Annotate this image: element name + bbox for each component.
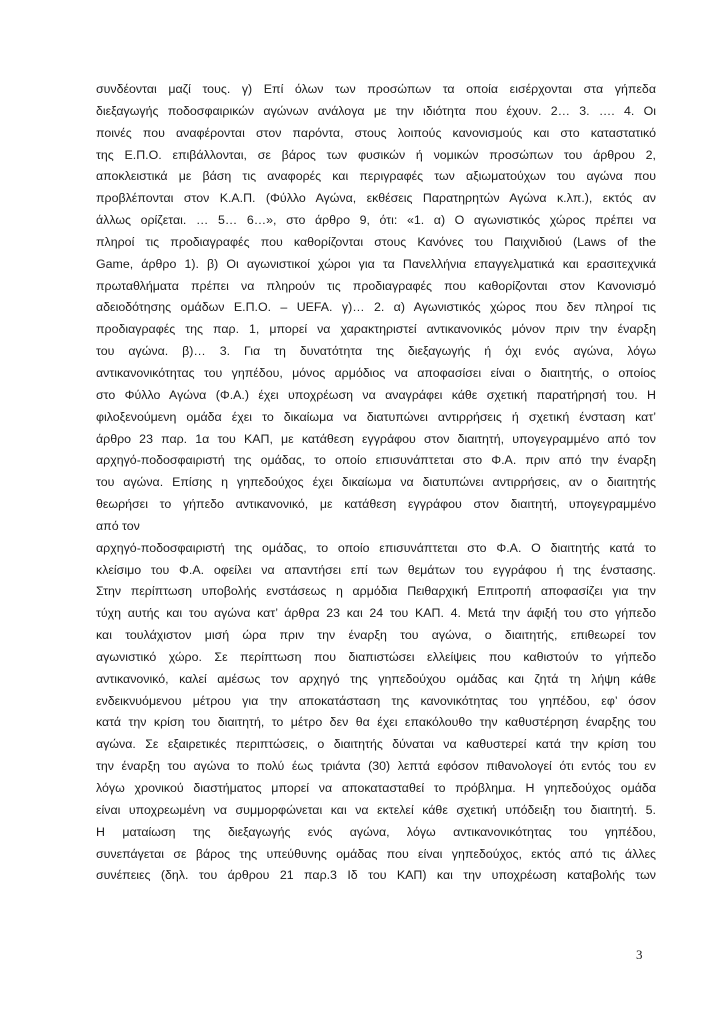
text-line: αντικανονικό, καλεί αμέσως τον αρχηγό της γηπεδούχου ομάδας και ζητά τη λήψη κάθε — [96, 671, 656, 686]
text-line: αδειοδότησης ομάδων Ε.Π.Ο. – UEFA. γ)… 2. α) Αγωνιστικός χώρος που δεν πληροί τις — [96, 300, 656, 315]
text-line: συνέπειες (δηλ. του άρθρου 21 παρ.3 Ιδ του ΚΑΠ) και την υποχρέωση καταβολής των — [96, 868, 656, 883]
text-line: ποινές που αναφέρονται στον παρόντα, στους λοιπούς κανονισμούς και στο καταστατικό — [96, 125, 656, 140]
text-line: της Ε.Π.Ο. επιβάλλονται, σε βάρος των φυσικών ή νομικών προσώπων του άρθρου 2, — [96, 147, 656, 162]
text-line: λόγω χρονικού διαστήματος μπορεί να αποκατασταθεί το πρόβλημα. Η γηπεδούχος ομάδα — [96, 781, 656, 795]
text-line: πρωταθλήματα πρέπει να πληρούν τις προδιαγραφές που καθορίζονται στον Κανονισμό — [96, 278, 656, 293]
text-line: θεωρήσει το γήπεδο αντικανονικό, με κατάθεση εγγράφου στον διαιτητή, υπογεγραμμένο — [96, 497, 656, 512]
text-line: προδιαγραφές της παρ. 1, μπορεί να χαρακτηριστεί αντικανονικός μόνον πριν την έναρξη — [96, 322, 656, 337]
text-line: και τουλάχιστον μισή ώρα πριν την έναρξη του αγώνα, ο διαιτητής, επιθεωρεί τον — [96, 628, 656, 643]
body-text — [96, 79, 656, 887]
text-line: αρχηγό-ποδοσφαιριστή της ομάδας, το οποίο επισυνάπτεται στο Φ.Α. Ο διαιτητής κατά το — [96, 540, 656, 555]
text-line: ενδεικνυόμενου μέτρου για την αποκατάσταση της κανονικότητας του γηπέδου, εφ’ όσον — [96, 693, 656, 708]
text-line: άλλως ορίζεται. … 5… 6…», στο άρθρο 9, ότι: «1. α) Ο αγωνιστικός χώρος πρέπει να — [96, 213, 656, 228]
text-line: κλείσιμο του Φ.Α. οφείλει να απαντήσει επί των θεμάτων του εγγράφου ή της ένστασης. — [96, 562, 656, 577]
text-line: αντικανονικότητας του γηπέδου, μόνος αρμόδιος να αποφασίσει είναι ο διαιτητής, ο οποίος — [96, 365, 656, 380]
text-line: συνδέονται μαζί τους. γ) Επί όλων των προσώπων τα οποία εισέρχονται στα γήπεδα — [96, 82, 656, 96]
text-line: την έναρξη του αγώνα το πολύ έως τριάντα (30) λεπτά εφόσον πιθανολογεί ότι εντός του εν — [96, 759, 656, 774]
text-line: είναι υποχρεωμένη να συμμορφώνεται και να εκτελεί κάθε σχετική υπόδειξη του διαιτητή. 5. — [96, 802, 656, 817]
text-line: στο Φύλλο Αγώνα (Φ.Α.) έχει υποχρέωση να αναγράφει κάθε σχετική παρατήρησή του. Η — [96, 387, 656, 402]
text-line: αγωνιστικό χώρο. Σε περίπτωση που διαπιστώσει ελλείψεις που καθιστούν το γήπεδο — [96, 649, 656, 664]
text-line: συνεπάγεται σε βάρος της υπεύθυνης ομάδας που είναι γηπεδούχος, εκτός από τις άλλες — [96, 846, 656, 861]
text-line: του αγώνα. β)… 3. Για τη δυνατότητα της διεξαγωγής ή όχι ενός αγώνα, λόγω — [96, 344, 656, 359]
text-line: άρθρο 23 παρ. 1α του ΚΑΠ, με κατάθεση εγγράφου στον διαιτητή, υπογεγραμμένο από τον — [96, 431, 656, 446]
text-line: διεξαγωγής ποδοσφαιρικών αγώνων ανάλογα με την ιδιότητα που έχουν. 2… 3. …. 4. Οι — [96, 103, 656, 118]
text-line: κατά την κρίση του διαιτητή, το μέτρο δεν θα έχει επακόλουθο την καθυστέρηση έναρξης του — [96, 715, 656, 730]
page-number: 3 — [636, 947, 643, 962]
text-line: πληροί τις προδιαγραφές που καθορίζονται στους Κανόνες του Παιχνιδιού (Laws of the — [96, 234, 656, 249]
text-line: αρχηγό-ποδοσφαιριστή της ομάδας, το οποίο επισυνάπτεται στο Φ.Α. πριν από την έναρξη — [96, 453, 656, 468]
text-line: Στην περίπτωση υποβολής ενστάσεως η αρμόδια Πειθαρχική Επιτροπή αποφασίζει για την — [96, 584, 656, 599]
text-line: αποκλειστικά με βάση τις αναφορές και περιγραφές των αξιωματούχων του αγώνα που — [96, 169, 656, 184]
text-line: από τον — [96, 518, 140, 533]
text-line: τύχη αυτής και του αγώνα κατ’ άρθρα 23 και 24 του ΚΑΠ. 4. Μετά την άφιξή του στο γήπεδο — [96, 606, 656, 621]
text-line: Game, άρθρο 1). β) Οι αγωνιστικοί χώροι για τα Πανελλήνια επαγγελματικά και ερασιτεχνικά — [96, 256, 656, 271]
text-line: φιλοξενούμενη ομάδα έχει το δικαίωμα να διατυπώνει αντιρρήσεις ή σχετική ένσταση κατ’ — [96, 409, 656, 424]
text-line: προβλέπονται στον Κ.Α.Π. (Φύλλο Αγώνα, εκθέσεις Παρατηρητών Αγώνα κ.λπ.), εκτός αν — [96, 191, 656, 206]
text-line: αγώνα. Σε εξαιρετικές περιπτώσεις, ο διαιτητής δύναται να καθυστερεί κατά την κρίση του — [96, 737, 656, 752]
text-line: Η ματαίωση της διεξαγωγής ενός αγώνα, λόγω αντικανονικότητας του γηπέδου, — [96, 824, 656, 839]
text-line: του αγώνα. Επίσης η γηπεδούχος έχει δικαίωμα να διατυπώνει αντιρρήσεις, αν ο διαιτητής — [96, 475, 656, 490]
